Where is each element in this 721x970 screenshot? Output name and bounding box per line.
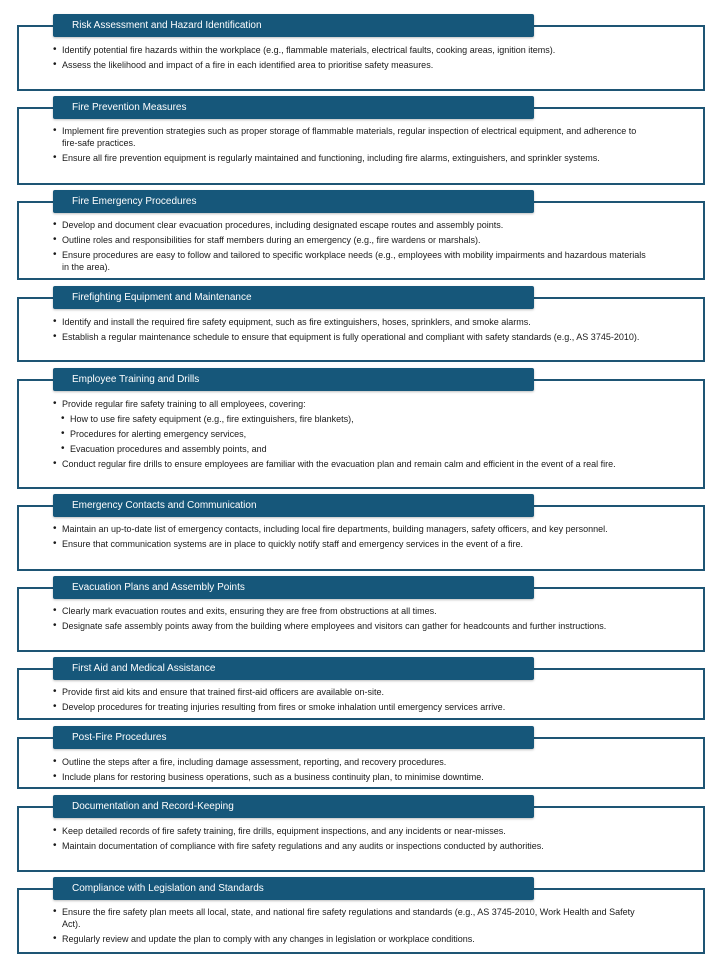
list-item: • Clearly mark evacuation routes and exits, ensuring they are free from obstructions at all times. xyxy=(53,605,651,617)
list-item: • Outline roles and responsibilities for staff members during an emergency (e.g., fire wardens or marshals). xyxy=(53,234,651,246)
list-item: • Maintain an up-to-date list of emergency contacts, including local fire departments, building managers, safety officers, and key personnel. xyxy=(53,523,651,535)
list-item: • Implement fire prevention strategies such as proper storage of flammable materials, regular inspection of electrical equipment, and adherence to fire-safe practices. xyxy=(53,125,651,149)
list-subitem: • Procedures for alerting emergency services, xyxy=(61,428,651,440)
section-title-documentation: Documentation and Record-Keeping xyxy=(53,795,534,818)
list-item: • Designate safe assembly points away from the building where employees and visitors can gather for headcounts and further instructions. xyxy=(53,620,651,632)
list-item: • Include plans for restoring business operations, such as a business continuity plan, to minimise downtime. xyxy=(53,771,651,783)
section-title-emergency-contacts: Emergency Contacts and Communication xyxy=(53,494,534,517)
list-item: • Ensure all fire prevention equipment is regularly maintained and functioning, including fire alarms, extinguishers, and sprinkler systems. xyxy=(53,152,651,164)
section-title-emergency-procedures: Fire Emergency Procedures xyxy=(53,190,534,213)
section-title-post-fire: Post-Fire Procedures xyxy=(53,726,534,749)
list-item: • Assess the likelihood and impact of a fire in each identified area to prioritise safety measures. xyxy=(53,59,651,71)
list-item: • Develop and document clear evacuation procedures, including designated escape routes and assembly points. xyxy=(53,219,651,231)
list-item: • Identify and install the required fire safety equipment, such as fire extinguishers, hoses, sprinklers, and smoke alarms. xyxy=(53,316,651,328)
list-item: • Ensure procedures are easy to follow and tailored to specific workplace needs (e.g., employees with mobility impairments and hazardous materials in the area). xyxy=(53,249,651,273)
section-list-emergency-procedures xyxy=(53,219,651,276)
section-title-first-aid: First Aid and Medical Assistance xyxy=(53,657,534,680)
section-title-firefighting-equipment: Firefighting Equipment and Maintenance xyxy=(53,286,534,309)
list-item: • Develop procedures for treating injuries resulting from fires or smoke inhalation until emergency services arrive. xyxy=(53,701,651,713)
section-list-emergency-contacts xyxy=(53,523,651,553)
section-title-fire-prevention: Fire Prevention Measures xyxy=(53,96,534,119)
section-title-compliance: Compliance with Legislation and Standards xyxy=(53,877,534,900)
section-list-fire-prevention xyxy=(53,125,651,167)
list-item: • Identify potential fire hazards within the workplace (e.g., flammable materials, electrical faults, cooking areas, ignition items). xyxy=(53,44,651,56)
list-item: • Outline the steps after a fire, including damage assessment, reporting, and recovery procedures. xyxy=(53,756,651,768)
section-title-risk-assessment: Risk Assessment and Hazard Identification xyxy=(53,14,534,37)
list-subitem: • How to use fire safety equipment (e.g., fire extinguishers, fire blankets), xyxy=(61,413,651,425)
list-item: • Provide first aid kits and ensure that trained first-aid officers are available on-site. xyxy=(53,686,651,698)
section-list-firefighting-equipment xyxy=(53,316,651,346)
list-item: • Ensure the fire safety plan meets all local, state, and national fire safety regulations and standards (e.g., AS 3745-2010, Work Health and Safety Act). xyxy=(53,906,651,930)
section-title-evacuation-plans: Evacuation Plans and Assembly Points xyxy=(53,576,534,599)
list-item: • Regularly review and update the plan to comply with any changes in legislation or workplace conditions. xyxy=(53,933,651,945)
list-subitem: • Evacuation procedures and assembly points, and xyxy=(61,443,651,455)
list-item: • Conduct regular fire drills to ensure employees are familiar with the evacuation plan and remain calm and efficient in the event of a real fire. xyxy=(53,458,651,470)
section-list-risk-assessment xyxy=(53,44,651,74)
list-item: • Establish a regular maintenance schedule to ensure that equipment is fully operational and compliant with safety standards (e.g., AS 3745-2010). xyxy=(53,331,651,343)
section-list-compliance xyxy=(53,906,651,948)
section-title-employee-training: Employee Training and Drills xyxy=(53,368,534,391)
section-list-first-aid xyxy=(53,686,651,716)
list-item: • Maintain documentation of compliance with fire safety regulations and any audits or inspections conducted by authorities. xyxy=(53,840,651,852)
section-list-post-fire xyxy=(53,756,651,786)
list-item: • Keep detailed records of fire safety training, fire drills, equipment inspections, and any incidents or near-misses. xyxy=(53,825,651,837)
section-list-documentation xyxy=(53,825,651,855)
list-item: • Ensure that communication systems are in place to quickly notify staff and emergency services in the event of a fire. xyxy=(53,538,651,550)
list-item: • Provide regular fire safety training to all employees, covering: xyxy=(53,398,651,410)
section-list-employee-training xyxy=(53,398,651,473)
section-list-evacuation-plans xyxy=(53,605,651,635)
